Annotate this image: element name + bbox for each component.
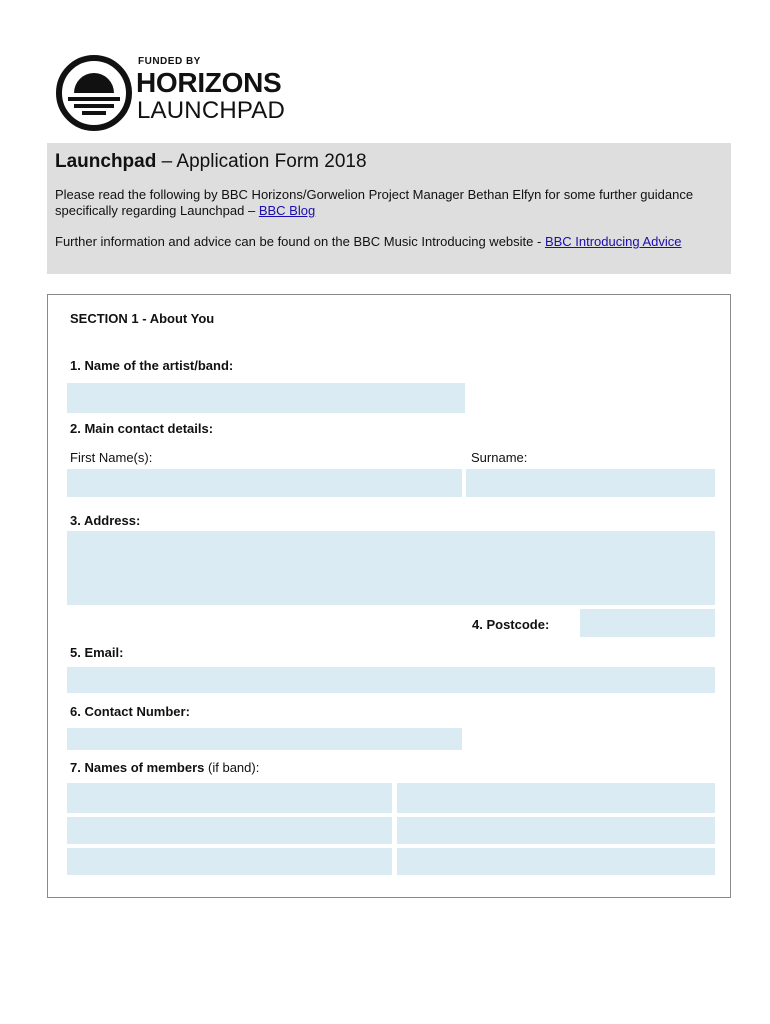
horizons-sun-icon — [54, 53, 134, 133]
postcode-field[interactable] — [580, 609, 715, 637]
bbc-introducing-link[interactable]: BBC Introducing Advice — [544, 234, 682, 249]
section-title: SECTION 1 - About You — [70, 311, 215, 326]
member-2-field[interactable] — [397, 783, 715, 813]
member-4-field[interactable] — [397, 817, 715, 844]
intro-box — [47, 143, 731, 274]
launchpad-wordmark: LAUNCHPAD — [137, 97, 286, 124]
q4-label: 4. Postcode: — [472, 617, 550, 632]
horizons-launchpad-logo — [54, 53, 284, 133]
member-6-field[interactable] — [397, 848, 715, 875]
q7-label: 7. Names of members (if band): — [70, 760, 260, 775]
member-1-field[interactable] — [67, 783, 392, 813]
q6-label: 6. Contact Number: — [70, 704, 190, 719]
intro-paragraph-2 — [55, 234, 715, 250]
q5-label: 5. Email: — [70, 645, 124, 660]
surname-field[interactable] — [466, 469, 715, 497]
contact-number-field[interactable] — [67, 728, 462, 750]
q1-label: 1. Name of the artist/band: — [70, 358, 234, 373]
first-name-label: First Name(s): — [70, 450, 153, 465]
member-3-field[interactable] — [67, 817, 392, 844]
horizons-wordmark: HORIZONS — [136, 67, 282, 98]
intro-paragraph-1 — [55, 187, 715, 219]
artist-name-field[interactable] — [67, 383, 465, 413]
page-title — [55, 151, 367, 173]
funded-by-text: FUNDED BY — [138, 56, 201, 67]
q3-label: 3. Address: — [70, 513, 141, 528]
para1-text: Please read the following by BBC Horizons/Gorwelion Project Manager Bethan Elfyn for some further guidance specifically regarding Launchpad – — [55, 187, 694, 218]
first-name-field[interactable] — [67, 469, 462, 497]
bbc-blog-link[interactable]: BBC Blog — [258, 203, 316, 218]
email-field[interactable] — [67, 667, 715, 693]
para2-text: Further information and advice can be found on the BBC Music Introducing website - — [55, 234, 545, 249]
address-field[interactable] — [67, 531, 715, 605]
title-bold: Launchpad — [55, 151, 157, 172]
surname-label: Surname: — [471, 450, 528, 465]
q2-label: 2. Main contact details: — [70, 421, 214, 436]
application-form — [47, 294, 731, 898]
member-5-field[interactable] — [67, 848, 392, 875]
title-rest: – Application Form 2018 — [156, 151, 367, 172]
